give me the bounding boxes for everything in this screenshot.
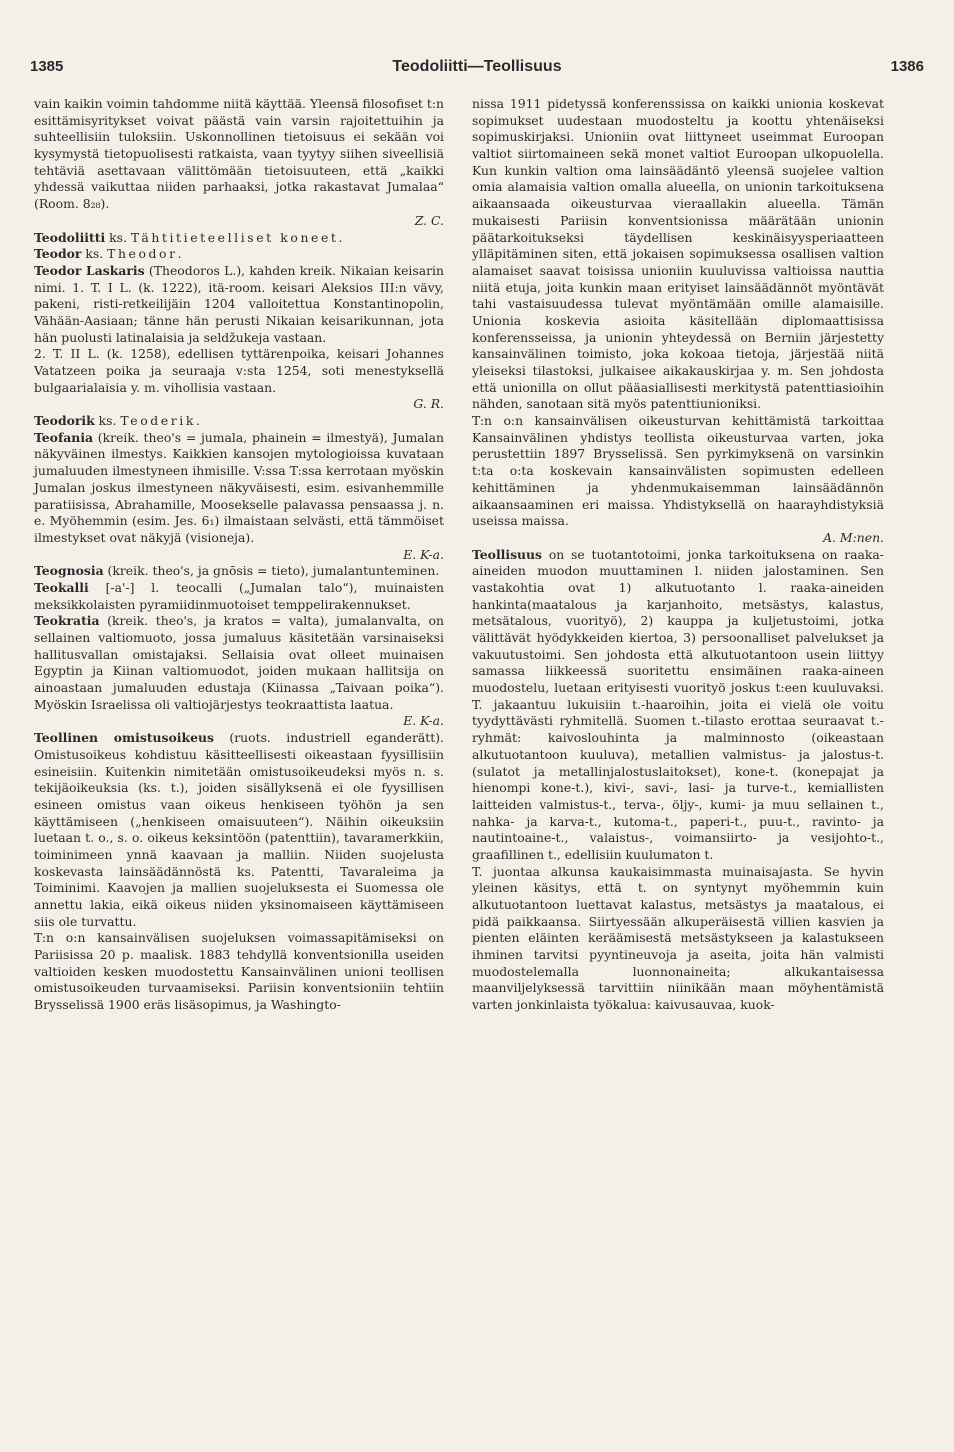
- entry-paragraph: [34, 580, 444, 613]
- entry-text: (Theodoros L.), kahden kreik. Nikaian keisarin nimi. 1. T. I L. (k. 1222), itä-room. keisari Aleksios III:n vävy, pakeni, risti-retkeilijäin 1204 valloitettua Konstantinopolin, Vähään-Aasiaan; tänne hän perusti Nikaian keisarikunnan, jota hän puolusti latinalaisia ja seldžukeja vastaan.: [34, 262, 444, 345]
- entry-text-end: .: [195, 413, 200, 429]
- cross-reference: Teoderik: [120, 413, 196, 429]
- author-signature: E. K-a.: [403, 546, 444, 562]
- right-column: [472, 96, 884, 1014]
- entry-text: T. juontaa alkunsa kaukaisimmasta muinaisajasta. Se hyvin yleinen käsitys, että t. on syntynyt myöhemmin kuin alkutuotantoon luettavat kalastus, metsästys ja maatalous, ei pidä paikkaansa. Siirtyessään alkuperäisestä villien kasvien ja pienten eläinten keräämisestä metsästykseen ja kalastukseen ihminen tarvitsi pyyntineuvoja ja aseita, joita hän valmisti muodostelemalla luonnonaineita; alkukantaisessa maanviljelyksessä tarvittiin niinikään maan möyhentämistä varten jonkinlaista työkalua: kaivusauvaa, kuok-: [472, 863, 884, 1013]
- entry-text: [-a'-] l. teocalli („Jumalan talo“), muinaisten meksikkolaisten pyramiidinmuotoiset temppelirakennukset.: [34, 579, 444, 612]
- entry-text: ks.: [105, 229, 131, 245]
- entry-paragraph: [34, 430, 444, 547]
- entry-paragraph: [34, 263, 444, 346]
- signature: [34, 547, 444, 564]
- entry-text: (kreik. theo's, ja kratos = valta), jumalanvalta, on sellainen valtiomuoto, jossa jumaluus käsitetään varsinaiseksi hallitusvallan omistajaksi. Sellaisia ovat olleet muinaisen Egyptin ja Kiinan valtiomuodot, joiden mukaan hallitsija on ainoastaan jumaluuden edustaja (Kiinassa „Taivaan poika“). Myöskin Israelissa oli valtiojärjestys teokraattista laatua.: [34, 613, 444, 712]
- paragraph: [472, 864, 884, 1014]
- entry-text-end: .: [338, 229, 343, 245]
- paragraph: [34, 96, 444, 213]
- entry-headword: Teollinen omistusoikeus: [34, 730, 214, 746]
- entry-paragraph: [472, 547, 884, 864]
- paragraph: [472, 96, 884, 413]
- entry-headword: Teofania: [34, 429, 94, 445]
- entry-paragraph: [34, 246, 444, 263]
- left-column: [34, 96, 444, 1014]
- author-signature: E. K-a.: [403, 713, 444, 729]
- entry-headword: Teodorik: [34, 413, 95, 429]
- entry-text: ks.: [81, 246, 108, 262]
- entry-headword: Teokalli: [34, 579, 89, 595]
- entry-paragraph: [34, 730, 444, 930]
- page-header: [30, 58, 924, 80]
- entry-headword: Teodor: [34, 246, 82, 262]
- entry-text: T:n o:n kansainvälisen oikeusturvan kehittämistä tarkoittaa Kansainvälinen yhdistys teollista oikeusturvaa varten, joka perustettiin 1897 Brysselissä. Sen pyrkimyksenä on varsinkin t:ta o:ta koskevain kansainvälisten sopimusten edelleen kehittäminen ja yhdenmukaisemman lainsäädännön aikaansaaminen eri maissa. Yhdistyksellä on haarayhdistyksiä useissa maissa.: [472, 413, 884, 529]
- signature: [34, 396, 444, 413]
- right-page-number: 1386: [890, 58, 924, 75]
- entry-headword: Teodor Laskaris: [34, 262, 145, 278]
- cross-reference: Theodor: [107, 246, 178, 262]
- entry-headword: Teognosia: [34, 563, 104, 579]
- entry-paragraph: [34, 230, 444, 247]
- author-signature: A. M:nen.: [823, 529, 884, 545]
- signature: [34, 713, 444, 730]
- entry-text: ks.: [94, 413, 121, 429]
- entry-paragraph: [34, 613, 444, 713]
- entry-text: on se tuotantotoimi, jonka tarkoituksena on raaka-aineiden muodon muuttaminen l. niiden jalostaminen. Sen vastakohtia ovat 1) alkutuotanto l. raaka-aineiden hankinta(maatalous ja karjanhoito, metsästys, kalastus, metsätalous, vuorityö), 2) kauppa ja kuljetustoimi, jotka välittävät hyödykkeiden kiertoa, 3) persoonalliset palvelukset ja vakuutustoimi. Sen johdosta että alkutuotantoon usein liittyy samassa liikkeessä suoritettu ensimäinen raaka-aineen muodostelu, luetaan erityisesti vuorityö joskus t:een kuuluvaksi. T. jakaantuu lukuisiin t.-haaroihin, joita ei vielä ole voitu tyydyttävästi ryhmitellä. Suomen t.-tilasto erottaa seuraavat t.-ryhmät: kaivoslouhinta ja malminnosto (oikeastaan alkutuotantoon kuuluva), metallien valmistus- ja jalostus-t. (sulatot ja metallinjalostuslaitokset), kone-t. (konepajat ja hienompi kone-t.), kivi-, savi-, lasi- ja turve-t., kemiallisten laitteiden valmistus-t., terva-, öljy-, kumi- ja muu sellainen t., nahka- ja karva-t., kutoma-t., paperi-t., puu-t., ravinto- ja nautintoaine-t., valaistus-, voimansiirto- ja vesijohto-t., graafillinen t., edellisiin kuulumaton t.: [472, 546, 884, 862]
- paragraph: [472, 413, 884, 530]
- entry-text: (kreik. theo's, ja gnōsis = tieto), jumalantunteminen.: [103, 563, 440, 579]
- cross-reference: Tähtitieteelliset koneet: [130, 229, 339, 245]
- entry-headword: Teodoliitti: [34, 229, 106, 245]
- entry-text: (kreik. theo's = jumala, phainein = ilmestyä), Jumalan näkyväinen ilmestys. Kaikkien kansojen mytologioissa kuvataan jumaluuden ilmestyneen ihmisille. V:ssa T:ssa kerrotaan myöskin Jumalan joskus ilmestyneen näkyväisesti, esim. esivanhemmille paratiisissa, Abrahamille, Moosekselle palavassa pensaassa j. n. e. Myöhemmin (esim. Jes. 6₁) ilmaistaan selvästi, että tämmöiset ilmestykset ovat näkyjä (visioneja).: [34, 429, 444, 545]
- entry-paragraph: [34, 413, 444, 430]
- author-signature: Z. C.: [414, 212, 444, 228]
- entry-text: T:n o:n kansainvälisen suojeluksen voimassapitämiseksi on Pariisissa 20 p. maalisk. 1883 tehdyllä konventsionilla useiden valtioiden kesken muodostettu Kansainvälinen unioni teollisen omistusoikeuden turvaamiseksi. Pariisin konventsioniin tehtiin Brysselissä 1900 eräs lisäsopimus, ja Washingto-: [34, 930, 444, 1013]
- entry-text: nissa 1911 pidetyssä konferenssissa on kaikki unionia koskevat sopimukset uudestaan muodosteltu ja koottu yhtenäiseksi sopimuskirjaksi. Unioniin ovat liittyneet useimmat Euroopan valtiot siirtomaineen sekä monet valtiot Euroopan ulkopuolella. Kun kunkin valtion oma lainsäädäntö yleensä suojelee valtion omia alamaisia valtion omalla alueella, on unionin tarkoituksena aikaansaada oikeusturvaa vieraallakin alueella. Tämän mukaisesti Pariisin konventsionissa määrätään unionin päätarkoitukseksi täydellisen keskinäisyysperiaatteen ylläpitäminen siten, että jokaisen sopimuksessa osallisen valtion alamaiset saavat toisissa unioniin kuuluvissa valtioissa nauttia niitä etuja, joita kunkin maan erityiset lainsäädännöt myöntävät tahi vastaisuudessa tulevat myöntämään omille alamaisille. Unionia koskevia asioita käsitellään diplomaattisissa konferensseissa, ja unionin yhteydessä on Berniin järjestetty kansainvälinen toimisto, joka kokoaa tietoja, järjestää niitä yleiseksi tilastoksi, julkaisee aikakauskirjaa y. m. Sen johdosta että unionilla on ollut pääasiallisesti merkitystä patenttiasioihin nähden, sanotaan sitä myös patenttiunioniksi.: [472, 96, 884, 412]
- signature: [34, 213, 444, 230]
- entry-text-end: .: [177, 246, 182, 262]
- entry-headword: Teokratia: [34, 613, 100, 629]
- entry-text: 2. T. II L. (k. 1258), edellisen tyttärenpoika, keisari Johannes Vatatzeen poika ja seuraaja v:sta 1254, soti menestyksellä bulgaarialaisia y. m. vihollisia vastaan.: [34, 346, 444, 395]
- author-signature: G. R.: [413, 396, 444, 412]
- signature: [472, 530, 884, 547]
- page-title: Teodoliitti—Teollisuus: [392, 58, 562, 75]
- entry-paragraph: [34, 563, 444, 580]
- entry-text: vain kaikin voimin tahdomme niitä käyttää. Yleensä filosofiset t:n esittämisyritykset voivat päästä vain varsin rajoitettuihin ja suhteellisiin tuloksiin. Uskonnollinen tietoisuus ei sekään voi kysymystä tietopuolisesti ratkaista, vaan tyytyy siihen siveellisiä tehtäviä asettavaan välittömään tietoisuuteen, että „kaikki yhdessä vaikuttaa niiden parhaaksi, jotka rakastavat Jumalaa“ (Room. 8₂₈).: [34, 96, 444, 212]
- paragraph: [34, 930, 444, 1013]
- entry-text: (ruots. industriell eganderätt). Omistusoikeus kohdistuu käsitteellisesti oikeastaan fyysillisiin esineisiin. Kuitenkin nimitetään omistusoikeudeksi myös n. s. tekijäoikeuksia (ks. t.), joiden sisällyksenä ei ole fyysillisen esineen omistus vaan oikeus henkiseen työhön ja sen käyttämiseen („henkiseen omaisuuteen“). Näihin oikeuksiin luetaan t. o., s. o. oikeus keksintöön (patenttiin), tavaramerkkiin, toiminimeen ynnä kaavaan ja malliin. Niiden suojelusta koskevasta lainsäädännöstä ks. Patentti, Tavaraleima ja Toiminimi. Kaavojen ja mallien suojeluksesta ei Suomessa ole annettu lakia, eikä oikeus niiden yksinomaiseen käyttämiseen siis ole turvattu.: [34, 730, 444, 929]
- entry-headword: Teollisuus: [472, 546, 543, 562]
- left-page-number: 1385: [30, 58, 64, 75]
- paragraph: [34, 346, 444, 396]
